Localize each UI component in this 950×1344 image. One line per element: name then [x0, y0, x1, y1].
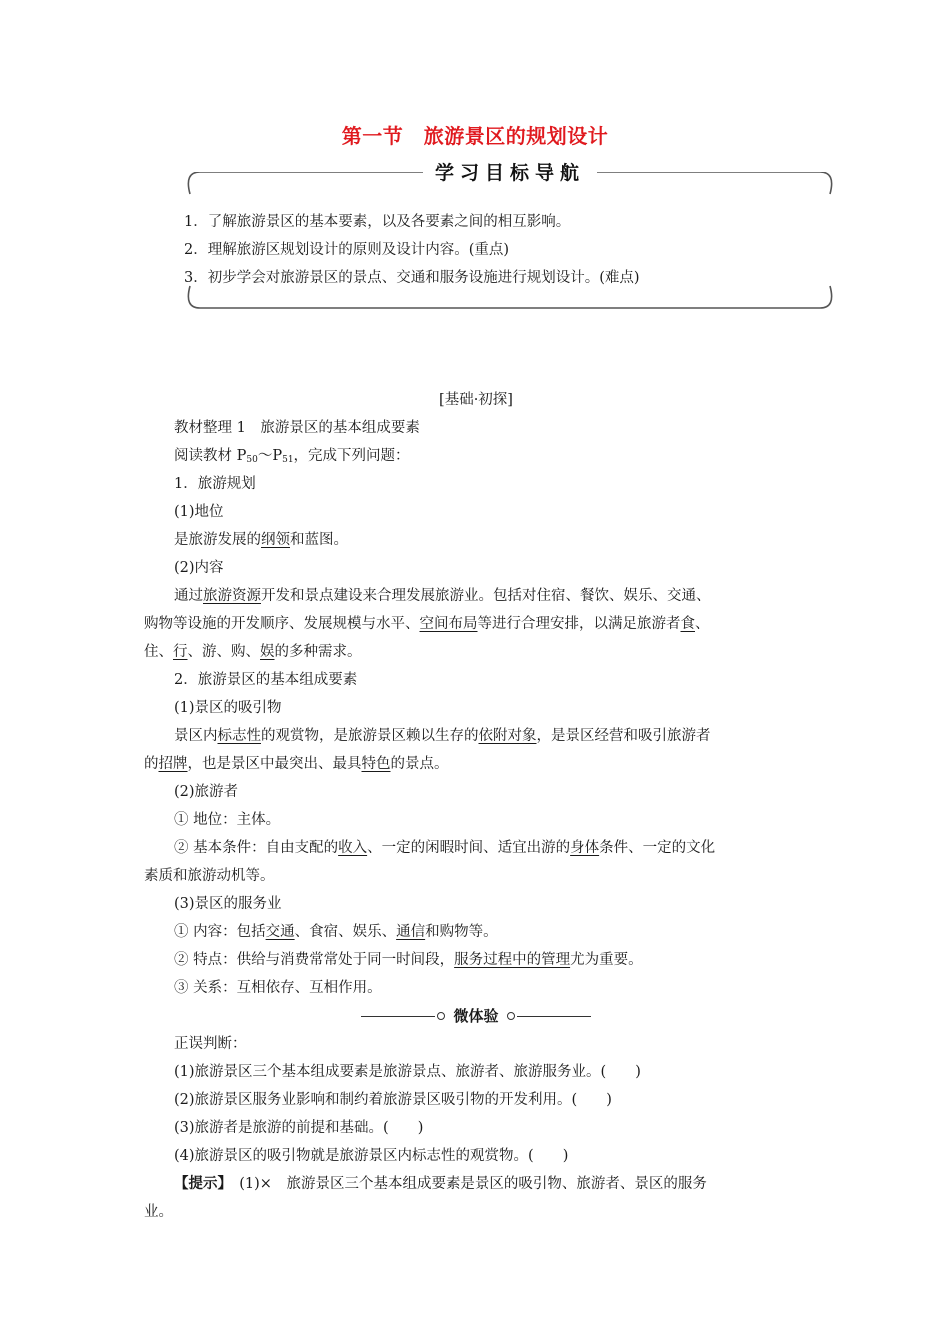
paragraph: ② 特点：供给与消费常常处于同一时间段，服务过程中的管理尤为重要。	[174, 952, 643, 968]
blank-answer: 纲领	[261, 532, 290, 548]
topic-1-title: 1．旅游规划	[174, 476, 256, 492]
main-content	[144, 386, 808, 1226]
micro-intro: 正误判断：	[174, 1036, 247, 1052]
paragraph: ① 内容：包括交通、食宿、娱乐、通信和购物等。	[174, 924, 498, 940]
section-tag: [基础·初探]	[439, 392, 513, 408]
blank-answer: 旅游资源	[203, 588, 261, 604]
blank-answer: 行	[173, 644, 188, 660]
page-title: 第一节 旅游景区的规划设计	[341, 124, 609, 148]
divider-dot	[507, 1012, 515, 1020]
micro-label: 微体验	[453, 1007, 499, 1025]
divider-line	[517, 1016, 591, 1017]
blank-answer: 收入	[338, 840, 368, 856]
micro-experience-divider	[144, 1002, 808, 1030]
subtopic-title: (2)内容	[174, 560, 224, 576]
paragraph: 住、行、游、购、娱的多种需求。	[144, 644, 362, 660]
goals-header: 学习目标导航	[184, 158, 836, 185]
blank-answer: 服务过程中的管理	[454, 952, 571, 968]
paragraph: ③ 关系：互相依存、互相作用。	[174, 980, 382, 996]
section-heading: 教材整理 1 旅游景区的基本组成要素	[174, 420, 420, 436]
blank-answer: 通信	[396, 924, 426, 940]
blank-answer: 特色	[361, 756, 391, 772]
paragraph: 景区内标志性的观赏物，是旅游景区赖以生存的依附对象，是景区经营和吸引旅游者	[174, 728, 711, 744]
blank-answer: 标志性	[217, 728, 261, 744]
paragraph: 的招牌，也是景区中最突出、最具特色的景点。	[144, 756, 449, 772]
divider-dot	[437, 1012, 445, 1020]
subtopic-title: (1)景区的吸引物	[174, 700, 282, 716]
divider-line	[361, 1016, 435, 1017]
goal-item: 1．了解旅游景区的基本要素，以及各要素之间的相互影响。	[184, 214, 571, 230]
judgment-item: (3)旅游者是旅游的前提和基础。( )	[174, 1120, 424, 1136]
hint-line: 【提示】 (1)× 旅游景区三个基本组成要素是景区的吸引物、旅游者、景区的服务	[174, 1175, 707, 1192]
subtopic-title: (1)地位	[174, 504, 224, 520]
reading-instruction: 阅读教材 $P_{50}\sim P_{51}$，完成下列问题：	[174, 448, 410, 465]
blank-answer: 娱	[260, 644, 275, 660]
blank-answer: 空间布局	[419, 616, 478, 632]
goal-item: 3．初步学会对旅游景区的景点、交通和服务设施进行规划设计。(难点)	[184, 270, 640, 286]
blank-answer: 交通	[265, 924, 295, 940]
paragraph: 是旅游发展的纲领和蓝图。	[174, 532, 348, 548]
paragraph: ① 地位：主体。	[174, 812, 281, 828]
subtopic-title: (2)旅游者	[174, 784, 239, 800]
hint-line: 业。	[144, 1204, 173, 1220]
hint-label: 【提示】	[174, 1175, 225, 1192]
blank-answer: 食	[680, 616, 695, 632]
subtopic-title: (3)景区的服务业	[174, 896, 282, 912]
paragraph: 素质和旅游动机等。	[144, 868, 275, 884]
goal-item: 2．理解旅游区规划设计的原则及设计内容。(重点)	[184, 242, 510, 258]
paragraph: ② 基本条件：自由支配的收入、一定的闲暇时间、适宜出游的身体条件、一定的文化	[174, 840, 716, 856]
paragraph: 通过旅游资源开发和景点建设来合理发展旅游业。包括对住宿、餐饮、娱乐、交通、	[174, 588, 711, 604]
blank-answer: 身体	[570, 840, 600, 856]
topic-2-title: 2．旅游景区的基本组成要素	[174, 672, 358, 688]
blank-answer: 依附对象	[478, 728, 537, 744]
blank-answer: 招牌	[158, 756, 188, 772]
judgment-item: (4)旅游景区的吸引物就是旅游景区内标志性的观赏物。( )	[174, 1148, 569, 1164]
paragraph: 购物等设施的开发顺序、发展规模与水平、空间布局等进行合理安排，以满足旅游者食、	[144, 616, 710, 632]
judgment-item: (1)旅游景区三个基本组成要素是旅游景点、旅游者、旅游服务业。( )	[174, 1064, 641, 1080]
goals-list	[184, 208, 824, 292]
judgment-item: (2)旅游景区服务业影响和制约着旅游景区吸引物的开发利用。( )	[174, 1092, 612, 1108]
learning-goals-box	[184, 162, 836, 308]
